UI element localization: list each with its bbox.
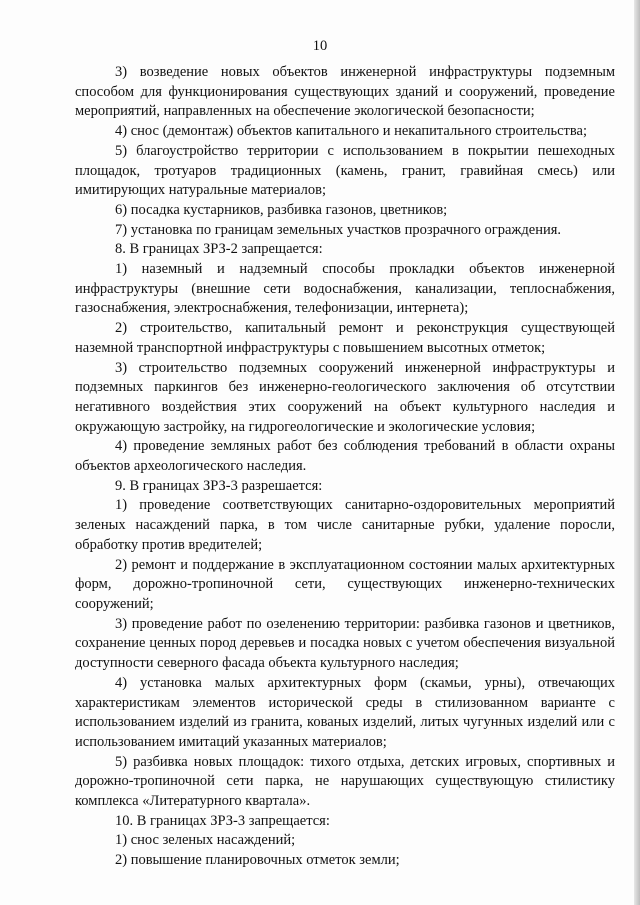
paragraph-zrz3-allowed-item-3: 3) проведение работ по озеленению территории: разбивка газонов и цветников, сохранение ценных пород деревьев и посадка новых с учетом обеспечения визуальной доступности северного фасада объекта культурного наследия; bbox=[75, 615, 615, 672]
paragraph-zrz2-item-4: 4) проведение земляных работ без соблюдения требований в области охраны объектов археологического наследия. bbox=[75, 438, 615, 475]
section-heading-8: 8. В границах ЗРЗ-2 запрещается: bbox=[115, 241, 323, 258]
paragraph-zrz3-allowed-item-5: 5) разбивка новых площадок: тихого отдыха, детских игровых, спортивных и дорожно-тропиночной сети парка, не нарушающих существующую стилистику комплекса «Литературного квартала». bbox=[75, 753, 615, 810]
paragraph-zrz3-allowed-item-4: 4) установка малых архитектурных форм (скамьи, урны), отвечающих характеристикам элементов исторической среды в стилизованном варианте с использованием изделий из гранита, кованых изделий, литых чугунных изделий или с использованием имитаций указанных материалов; bbox=[75, 674, 615, 750]
section-heading-9: 9. В границах ЗРЗ-3 разрешается: bbox=[115, 477, 323, 494]
paragraph-zrz2-item-3: 3) строительство подземных сооружений инженерной инфраструктуры и подземных паркингов без инженерно-геологического заключения об отсутствии негативного воздействия этих сооружений на объект культурного наследия и окружающую застройку, на гидрогеологические и экологические условия; bbox=[75, 359, 615, 435]
paragraph-zrz3-allowed-item-2: 2) ремонт и поддержание в эксплуатационном состоянии малых архитектурных форм, дорожно-тропиночной сети, существующих инженерно-технических сооружений; bbox=[75, 556, 615, 612]
paragraph-zrz1-item-6: 6) посадка кустарников, разбивка газонов, цветников; bbox=[115, 201, 448, 218]
paragraph-zrz3-allowed-item-1: 1) проведение соответствующих санитарно-оздоровительных мероприятий зеленых насаждений парка, в том числе санитарные рубки, удаление поросли, обработку против вредителей; bbox=[75, 497, 615, 553]
section-heading-10: 10. В границах ЗРЗ-3 запрещается: bbox=[115, 812, 330, 829]
paragraph-zrz1-item-3: 3) возведение новых объектов инженерной инфраструктуры подземным способом для функционирования существующих зданий и сооружений, проведение мероприятий, направленных на обеспечение экологической безопасности; bbox=[75, 64, 615, 120]
paragraph-zrz2-item-2: 2) строительство, капитальный ремонт и реконструкция существующей наземной транспортной инфраструктуры с повышением высотных отметок; bbox=[75, 320, 615, 356]
document-body bbox=[75, 63, 615, 871]
page-number: 10 bbox=[312, 38, 328, 54]
paragraph-zrz3-forbidden-item-1: 1) снос зеленых насаждений; bbox=[115, 832, 296, 849]
paragraph-zrz2-item-1: 1) наземный и надземный способы прокладки объектов инженерной инфраструктуры (внешние сети водоснабжения, канализации, теплоснабжения, газоснабжения, электроснабжения, телефонизации, интернета); bbox=[75, 261, 615, 317]
paragraph-zrz1-item-5: 5) благоустройство территории с использованием в покрытии пешеходных площадок, тротуаров традиционных (камень, гранит, гравийная смесь) или имитирующих натуральные материалов; bbox=[75, 142, 615, 199]
paragraph-zrz3-forbidden-item-2: 2) повышение планировочных отметок земли; bbox=[115, 852, 400, 869]
paragraph-zrz1-item-7: 7) установка по границам земельных участков прозрачного ограждения. bbox=[115, 221, 562, 238]
paragraph-zrz1-item-4: 4) снос (демонтаж) объектов капитального и некапитального строительства; bbox=[115, 123, 588, 140]
scan-edge-shadow bbox=[634, 0, 640, 905]
